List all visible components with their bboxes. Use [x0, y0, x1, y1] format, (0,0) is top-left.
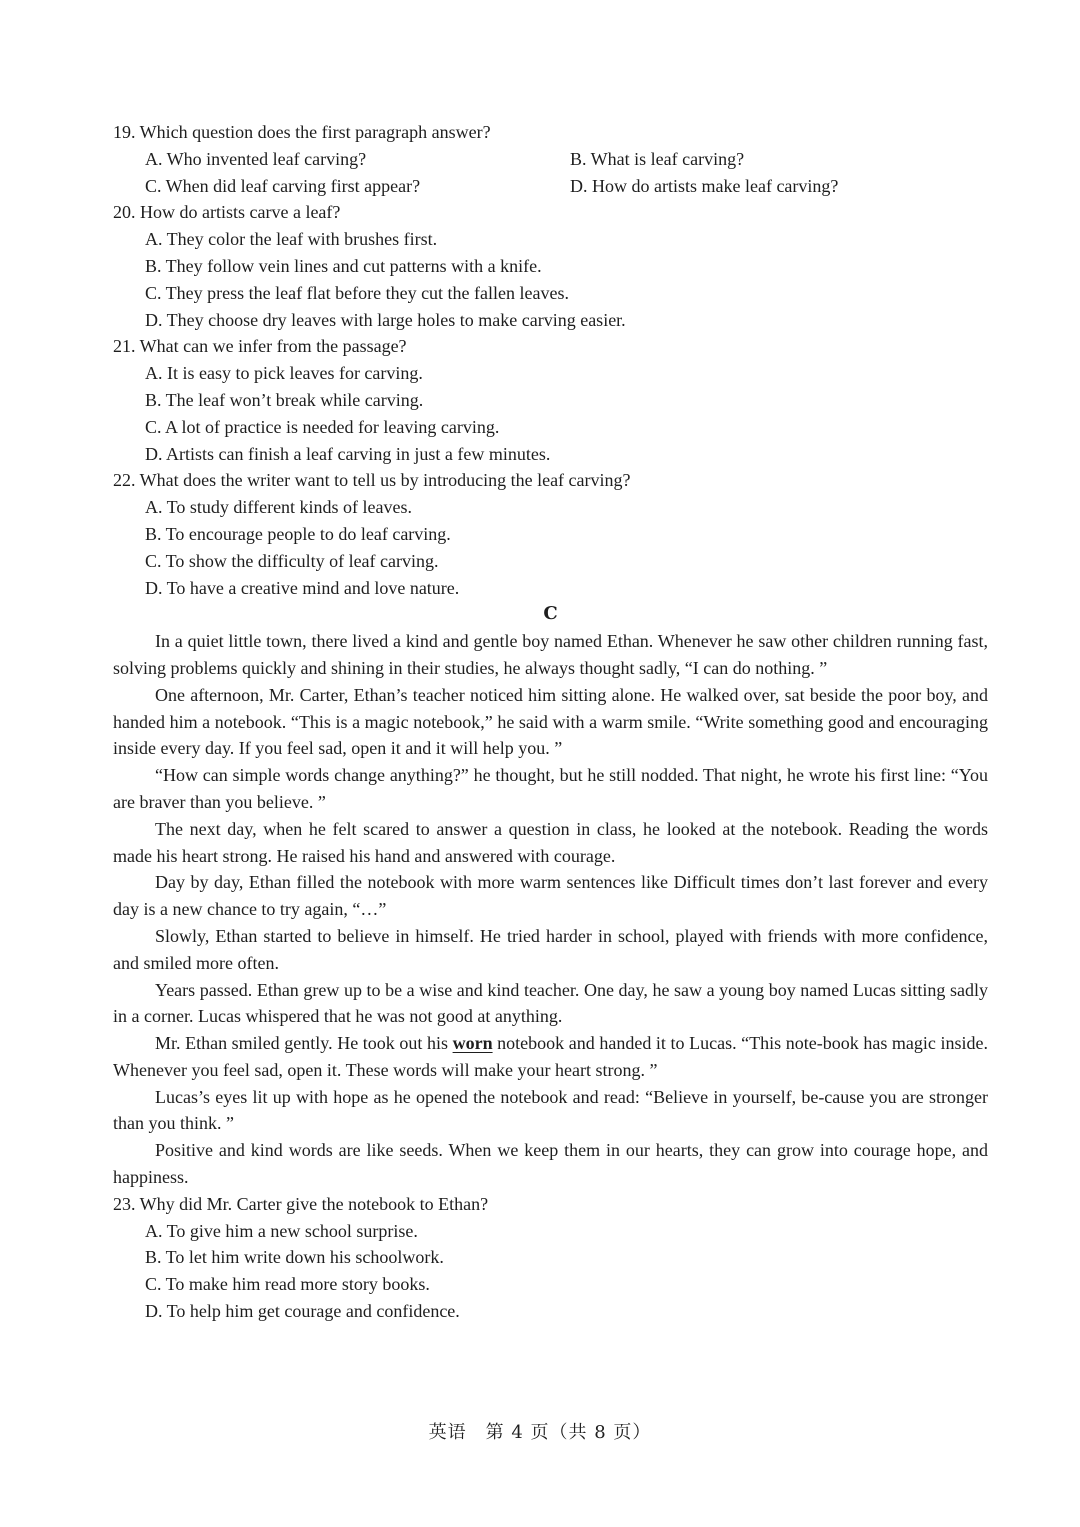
passage-paragraph: Day by day, Ethan filled the notebook with more warm sentences like Difficult times don’t last forever and every day is a new chance to try again, “…”: [113, 872, 988, 920]
passage-text: notebook and handed it to Lucas. “This note-book has magic inside. Whenever you feel sad, open it. These words will make your heart strong. ”: [113, 1033, 989, 1080]
question-21-stem: 21. What can we infer from the passage?: [113, 336, 407, 357]
question-21-option-d[interactable]: D. Artists can finish a leaf carving in just a few minutes.: [145, 443, 551, 464]
question-22-option-c[interactable]: C. To show the difficulty of leaf carving.: [145, 550, 439, 571]
page-content: [113, 119, 988, 1325]
passage-paragraph: Slowly, Ethan started to believe in himself. He tried harder in school, played with friends with more confidence, and smiled more often.: [113, 925, 988, 973]
question-19-options-row-1: [113, 146, 988, 173]
passage-paragraph: “How can simple words change anything?” he thought, but he still nodded. That night, he wrote his first line: “You are braver than you believe. ”: [113, 765, 988, 812]
question-19-option-b[interactable]: B. What is leaf carving?: [570, 148, 745, 169]
passage-paragraph: The next day, when he felt scared to answer a question in class, he looked at the notebook. Reading the words made his heart strong. He raised his hand and answered with courage.: [113, 818, 988, 866]
passage-paragraph: Lucas’s eyes lit up with hope as he opened the notebook and read: “Believe in yourself, be-cause you are stronger than you think. ”: [113, 1086, 988, 1134]
question-20-option-a[interactable]: A. They color the leaf with brushes first.: [145, 229, 438, 250]
question-19-stem: 19. Which question does the first paragraph answer?: [113, 122, 491, 142]
question-20-option-c[interactable]: C. They press the leaf flat before they cut the fallen leaves.: [145, 282, 569, 303]
question-19-option-a[interactable]: A. Who invented leaf carving?: [145, 148, 367, 169]
underlined-word-worn: worn: [452, 1033, 493, 1054]
passage-paragraph: Positive and kind words are like seeds. When we keep them in our hearts, they can grow into courage hope, and happiness.: [113, 1140, 988, 1188]
section-c-heading: C: [543, 603, 558, 625]
question-21-option-a[interactable]: A. It is easy to pick leaves for carving.: [145, 363, 423, 384]
question-20-stem: 20. How do artists carve a leaf?: [113, 202, 341, 223]
question-19-option-c[interactable]: C. When did leaf carving first appear?: [145, 175, 421, 196]
question-21-option-b[interactable]: B. The leaf won’t break while carving.: [145, 389, 424, 410]
question-22-stem: 22. What does the writer want to tell us by introducing the leaf carving?: [113, 470, 631, 491]
passage-paragraph: One afternoon, Mr. Carter, Ethan’s teacher noticed him sitting alone. He walked over, sat beside the poor boy, and handed him a notebook. “This is a magic notebook,” he said with a warm smile. “Write something good and encouraging inside every day. If you feel sad, open it and it will help you. ”: [113, 684, 988, 759]
question-22-option-b[interactable]: B. To encourage people to do leaf carving.: [145, 523, 451, 544]
passage-paragraph: Years passed. Ethan grew up to be a wise and kind teacher. One day, he saw a young boy named Lucas sitting sadly in a corner. Lucas whispered that he was not good at anything.: [113, 979, 988, 1027]
question-19-option-d[interactable]: D. How do artists make leaf carving?: [570, 175, 839, 196]
question-23-option-a[interactable]: A. To give him a new school surprise.: [145, 1220, 418, 1241]
passage-paragraph-worn: [113, 1030, 988, 1084]
question-21-option-c[interactable]: C. A lot of practice is needed for leaving carving.: [145, 416, 500, 437]
question-22-option-d[interactable]: D. To have a creative mind and love nature.: [145, 577, 460, 598]
page-footer: 英语 第 4 页（共 8 页）: [428, 1422, 652, 1443]
question-23-option-c[interactable]: C. To make him read more story books.: [145, 1274, 430, 1295]
question-23-stem: 23. Why did Mr. Carter give the notebook to Ethan?: [113, 1193, 489, 1214]
passage-text: Mr. Ethan smiled gently. He took out his: [155, 1033, 453, 1054]
question-20-option-d[interactable]: D. They choose dry leaves with large holes to make carving easier.: [145, 309, 626, 330]
question-23-option-d[interactable]: D. To help him get courage and confidence.: [145, 1301, 460, 1322]
question-20-option-b[interactable]: B. They follow vein lines and cut patterns with a knife.: [145, 255, 542, 276]
question-19-options-row-2: [113, 173, 988, 200]
question-22-option-a[interactable]: A. To study different kinds of leaves.: [145, 497, 413, 518]
passage-paragraph: In a quiet little town, there lived a kind and gentle boy named Ethan. Whenever he saw other children running fast, solving problems quickly and shining in their studies, he always thought sadly, “I can do nothing. ”: [113, 631, 988, 678]
question-23-option-b[interactable]: B. To let him write down his schoolwork.: [145, 1247, 444, 1268]
